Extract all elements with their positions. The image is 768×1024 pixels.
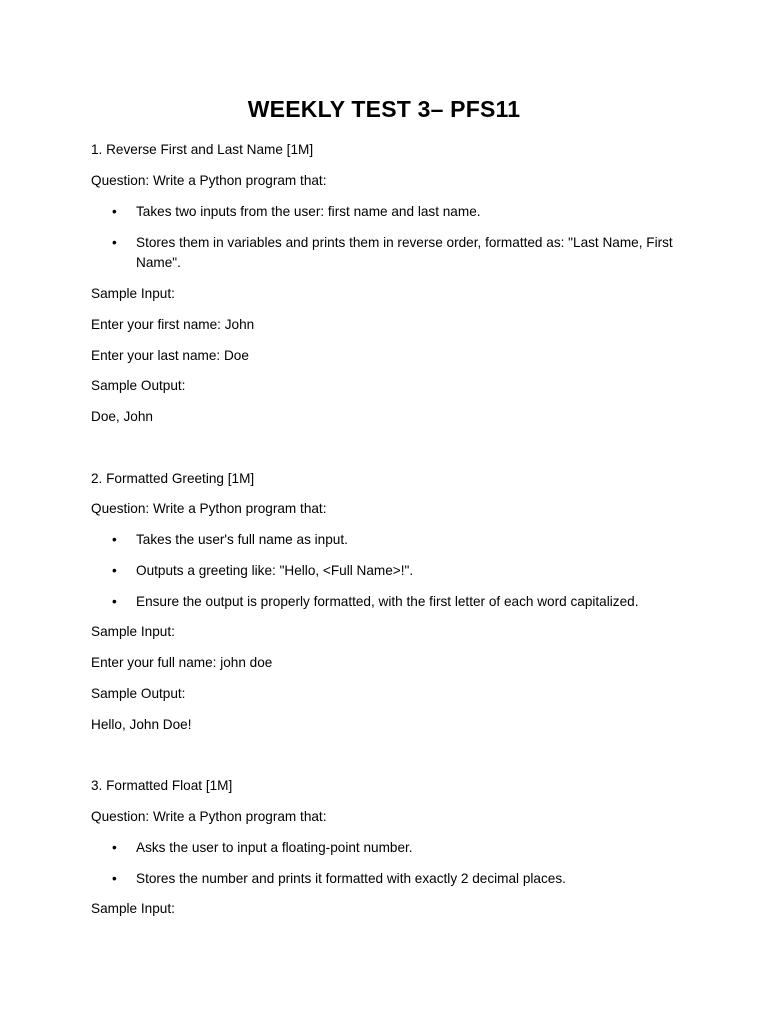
bullet-dot-icon: • — [112, 235, 117, 250]
section-2-question: Question: Write a Python program that: — [91, 501, 327, 516]
bullet-dot-icon: • — [112, 204, 117, 219]
bullet-dot-icon: • — [112, 532, 117, 547]
section-3-heading: 3. Formatted Float [1M] — [91, 778, 233, 793]
bullet-text: Ensure the output is properly formatted, with the first letter of each word capitalized. — [136, 594, 639, 609]
section-1-sample-output-line: Doe, John — [91, 409, 153, 424]
section-1-sample-input-line: Enter your last name: Doe — [91, 348, 249, 363]
section-2-sample-input-label: Sample Input: — [91, 624, 175, 639]
bullet-dot-icon: • — [112, 871, 117, 886]
section-3-sample-input-label: Sample Input: — [91, 901, 175, 916]
section-2-sample-input-line: Enter your full name: john doe — [91, 655, 273, 670]
bullet-dot-icon: • — [112, 594, 117, 609]
section-1-question: Question: Write a Python program that: — [91, 173, 327, 188]
bullet-text: Stores them in variables and prints them in reverse order, formatted as: "Last Name, First Name". — [136, 235, 673, 270]
bullet-text: Takes the user's full name as input. — [136, 532, 348, 547]
section-1-sample-input-label: Sample Input: — [91, 286, 175, 301]
section-1-heading: 1. Reverse First and Last Name [1M] — [91, 142, 314, 157]
bullet-text: Takes two inputs from the user: first name and last name. — [136, 204, 481, 219]
section-1-sample-input-line: Enter your first name: John — [91, 317, 255, 332]
bullet-dot-icon: • — [112, 563, 117, 578]
bullet-text: Asks the user to input a floating-point number. — [136, 840, 413, 855]
bullet-dot-icon: • — [112, 840, 117, 855]
bullet-text: Outputs a greeting like: "Hello, <Full Name>!". — [136, 563, 414, 578]
section-2-heading: 2. Formatted Greeting [1M] — [91, 471, 255, 486]
section-3-question: Question: Write a Python program that: — [91, 809, 327, 824]
section-1-sample-output-label: Sample Output: — [91, 378, 186, 393]
bullet-text: Stores the number and prints it formatted with exactly 2 decimal places. — [136, 871, 566, 886]
page-title: WEEKLY TEST 3– PFS11 — [247, 96, 521, 122]
section-2-sample-output-label: Sample Output: — [91, 686, 186, 701]
section-2-sample-output-line: Hello, John Doe! — [91, 717, 192, 732]
